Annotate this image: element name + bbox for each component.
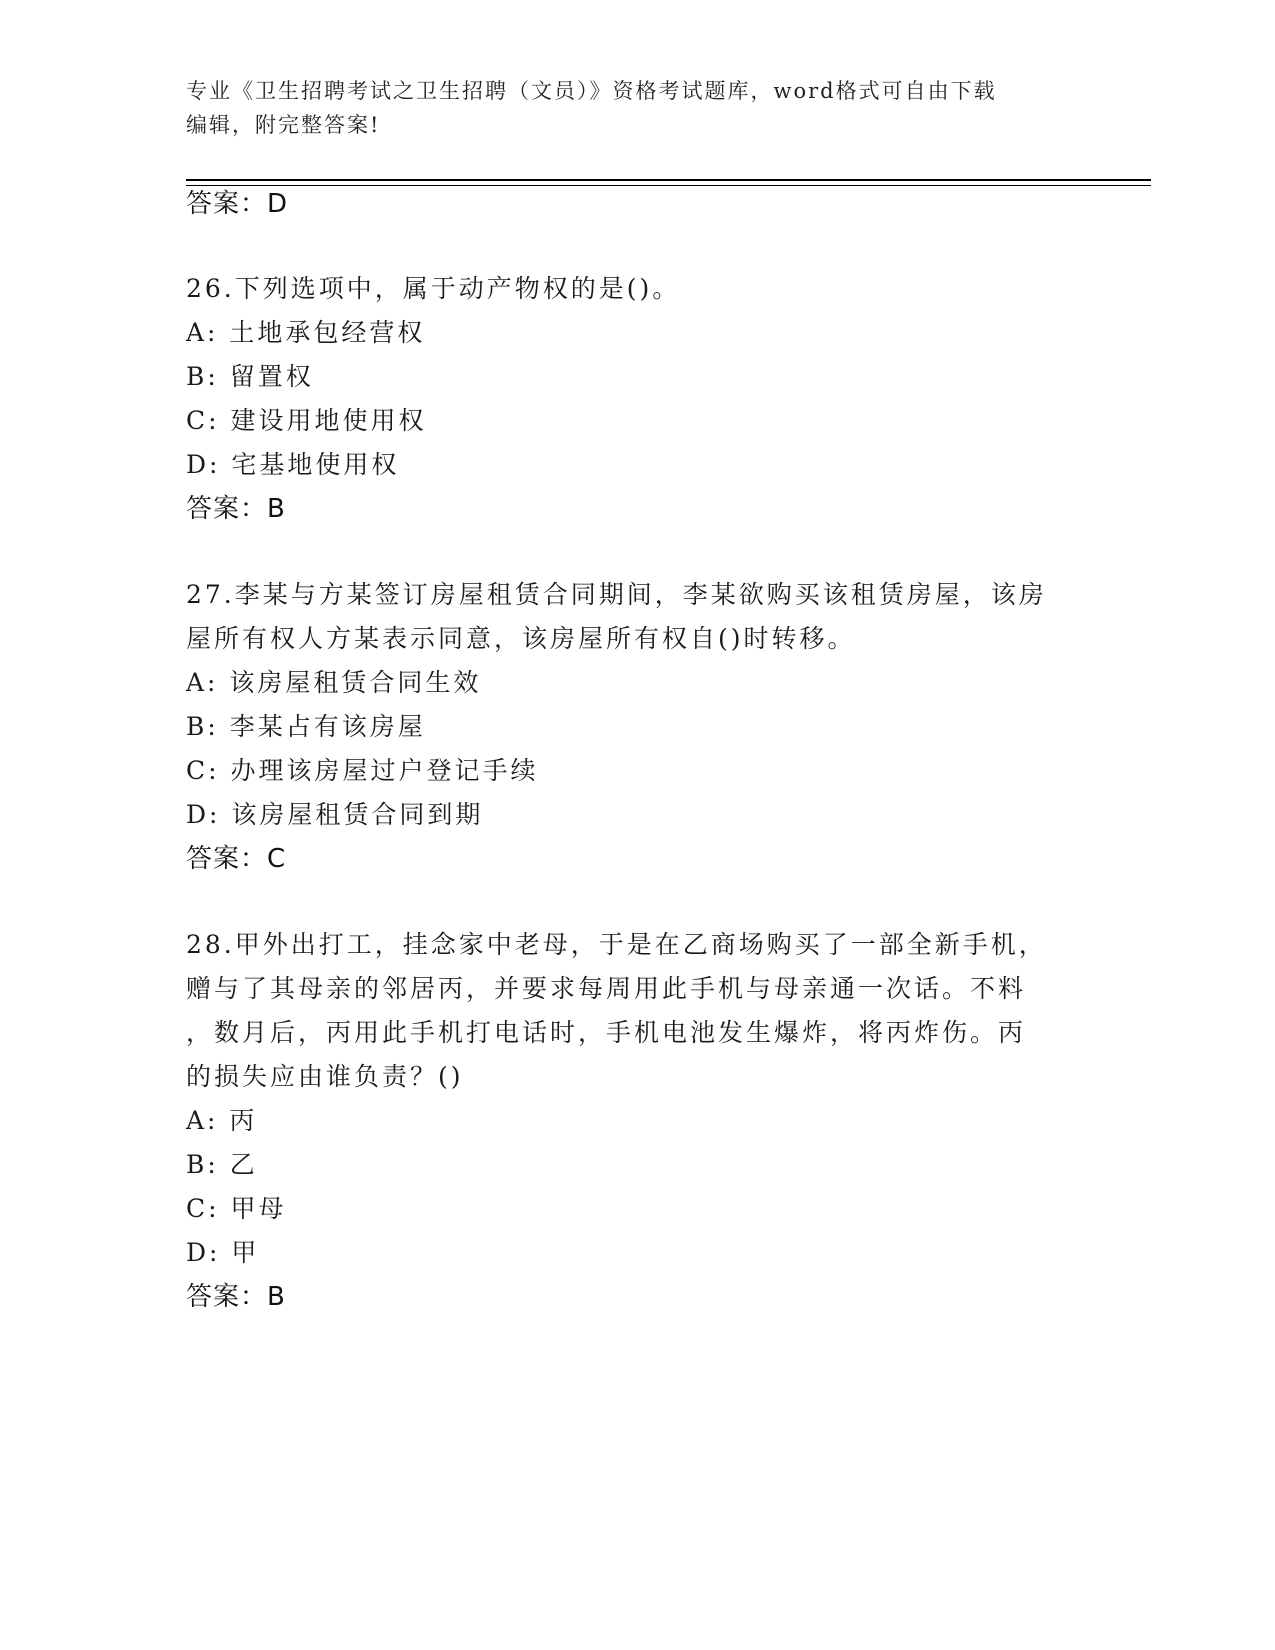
answer-previous: 答案：D xyxy=(186,189,289,219)
question-27-option-d: D: 该房屋租赁合同到期 xyxy=(186,800,484,829)
question-28-option-b: B: 乙 xyxy=(186,1150,258,1179)
question-28-option-a: A: 丙 xyxy=(186,1106,258,1135)
question-28-answer: 答案：B xyxy=(186,1282,286,1312)
question-26-option-a: A: 土地承包经营权 xyxy=(186,318,426,347)
question-26-option-c: C: 建设用地使用权 xyxy=(186,406,427,435)
question-27-option-c: C: 办理该房屋过户登记手续 xyxy=(186,756,539,785)
question-26-option-d: D: 宅基地使用权 xyxy=(186,450,400,479)
header-rule-thick xyxy=(186,179,1151,181)
header-rule-thin xyxy=(186,185,1151,186)
question-26-option-b: B: 留置权 xyxy=(186,362,314,391)
question-28-option-c: C: 甲母 xyxy=(186,1194,287,1223)
question-27-option-b: B: 李某占有该房屋 xyxy=(186,712,426,741)
header-line-2: 编辑，附完整答案! xyxy=(186,113,381,137)
question-27-stem-line-1: 27.李某与方某签订房屋租赁合同期间，李某欲购买该租赁房屋，该房 xyxy=(186,580,1047,609)
question-28-stem-line-1: 28.甲外出打工，挂念家中老母，于是在乙商场购买了一部全新手机， xyxy=(186,930,1047,959)
question-27-answer: 答案：C xyxy=(186,844,287,874)
document-header xyxy=(186,74,1086,142)
question-28-stem-line-3: ，数月后，丙用此手机打电话时，手机电池发生爆炸，将丙炸伤。丙 xyxy=(186,1018,1027,1047)
question-26-stem: 26.下列选项中，属于动产物权的是()。 xyxy=(186,274,681,303)
header-line-1: 专业《卫生招聘考试之卫生招聘（文员）》资格考试题库，word格式可自由下载 xyxy=(186,79,997,103)
question-28-option-d: D: 甲 xyxy=(186,1238,260,1267)
question-27-stem-line-2: 屋所有权人方某表示同意，该房屋所有权自()时转移。 xyxy=(186,624,856,653)
question-28-stem-line-4: 的损失应由谁负责？() xyxy=(186,1062,464,1091)
question-28-stem-line-2: 赠与了其母亲的邻居丙，并要求每周用此手机与母亲通一次话。不料 xyxy=(186,974,1027,1003)
question-26-answer: 答案：B xyxy=(186,494,286,524)
question-27-option-a: A: 该房屋租赁合同生效 xyxy=(186,668,482,697)
